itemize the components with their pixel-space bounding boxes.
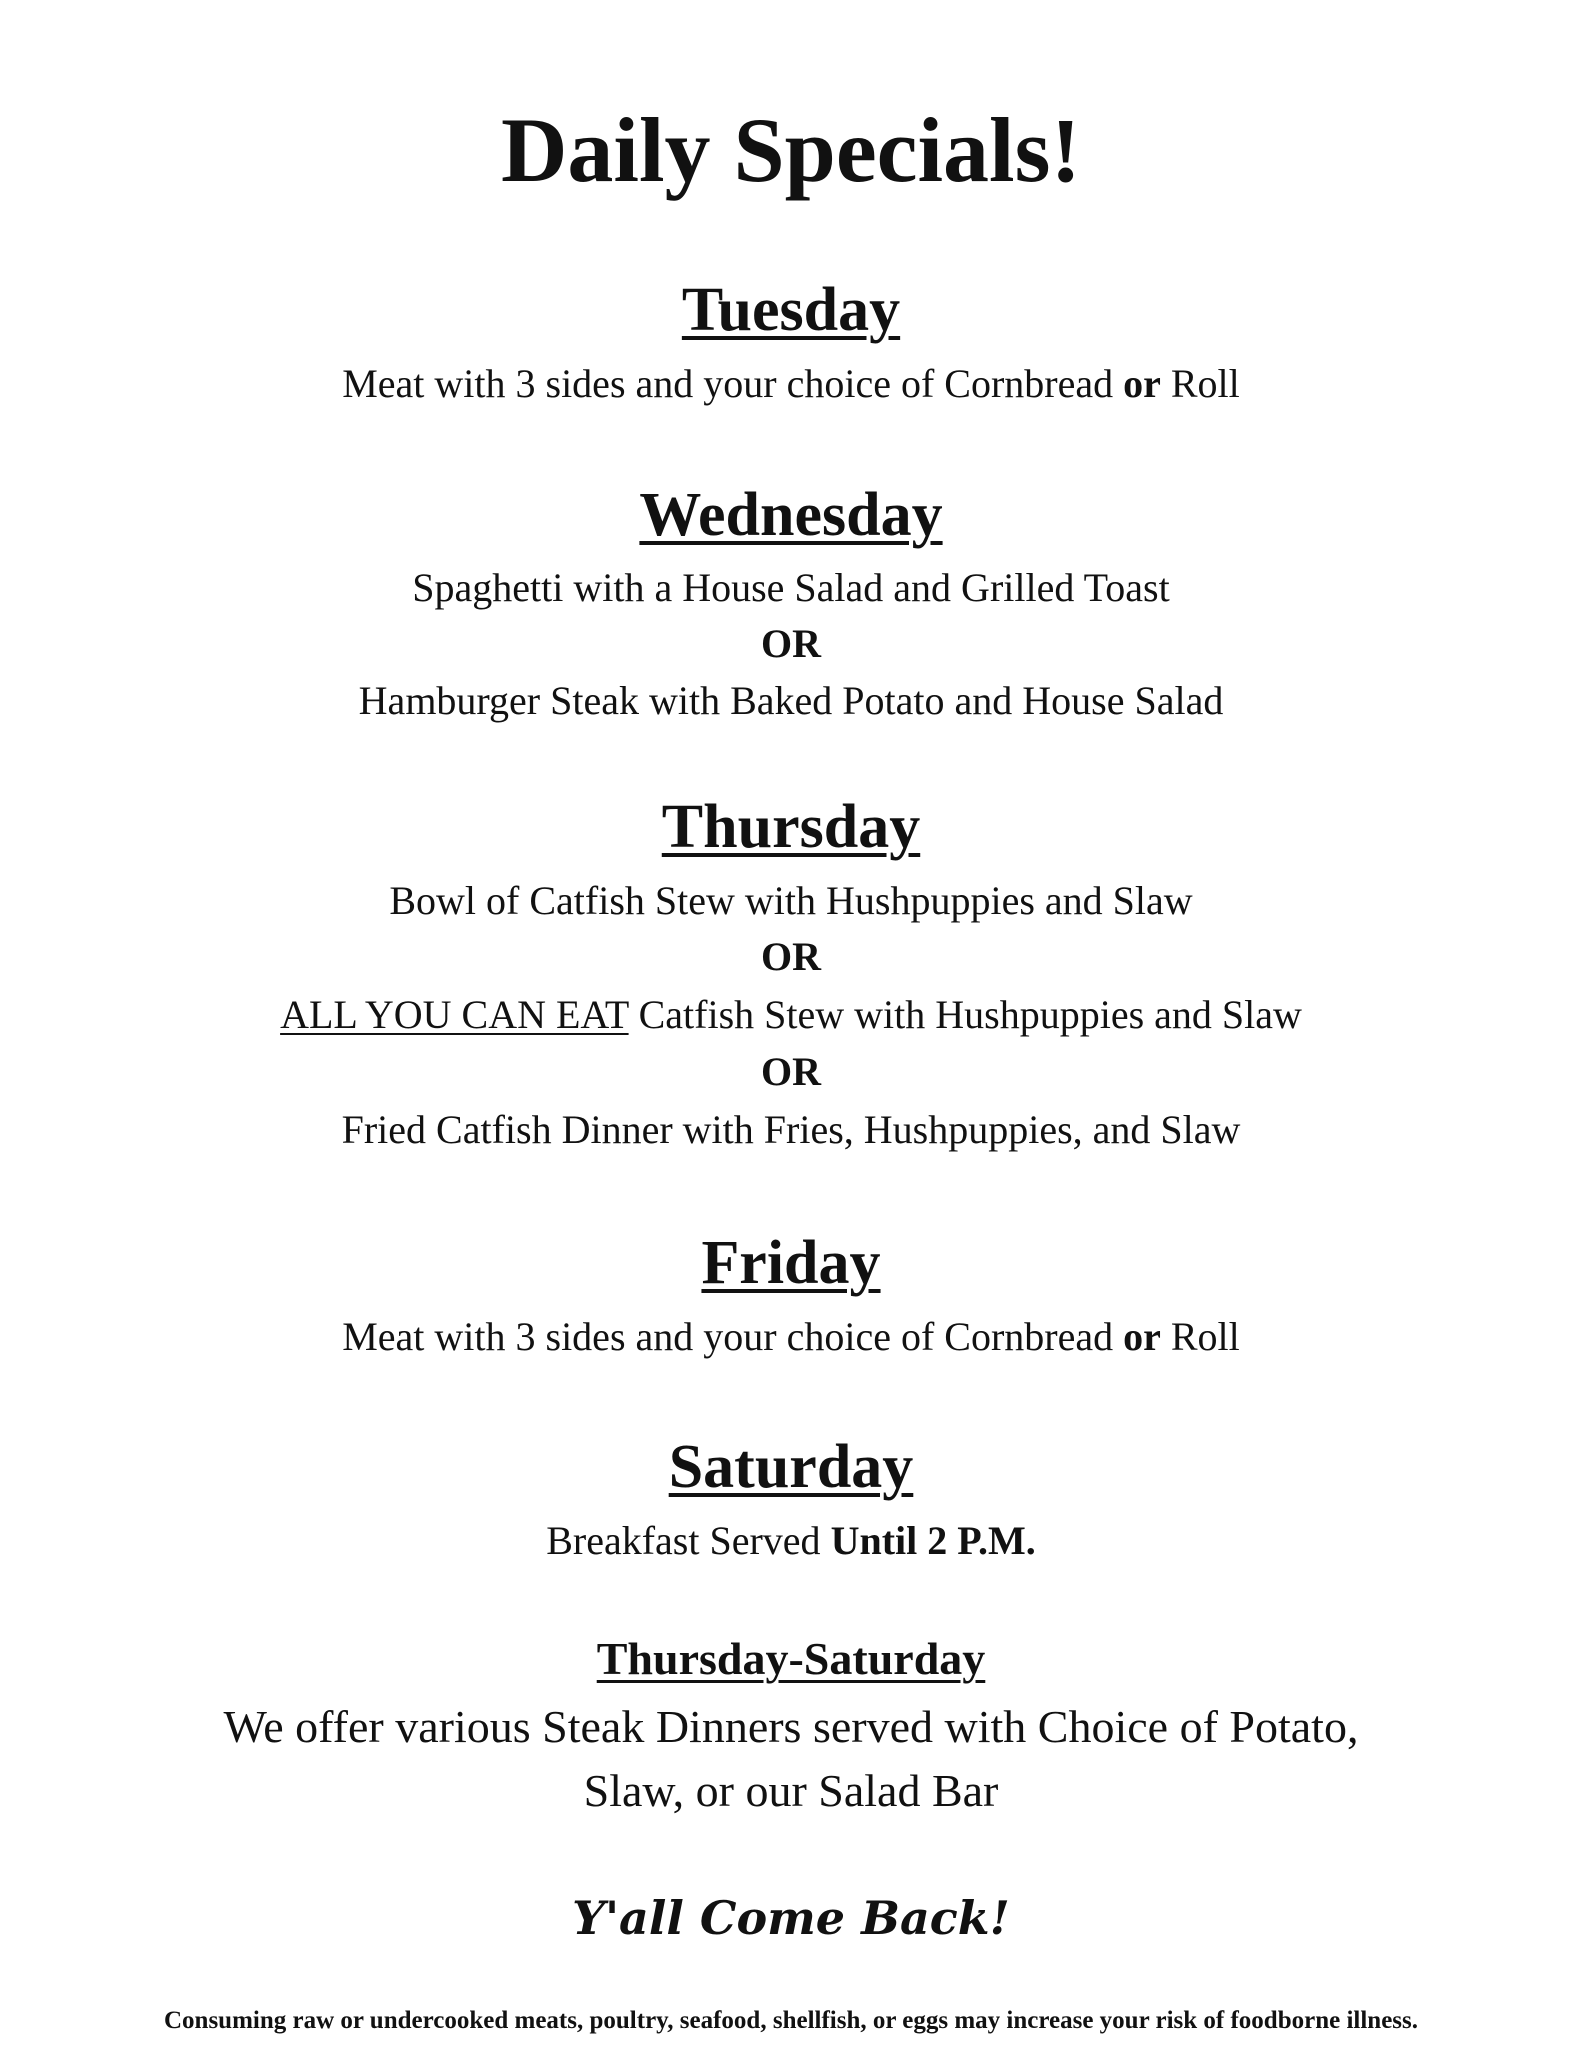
friday-or-word: or — [1123, 1314, 1161, 1359]
wednesday-special-1: Spaghetti with a House Salad and Grilled Toast — [412, 565, 1170, 610]
thursday-special-2 — [0, 991, 1582, 1039]
steak-dinners-line-2: Slaw, or our Salad Bar — [583, 1765, 999, 1816]
thursday-special-2-rest: Catfish Stew with Hushpuppies and Slaw — [628, 992, 1302, 1037]
thursday-special-1: Bowl of Catfish Stew with Hushpuppies and Slaw — [389, 878, 1193, 923]
tuesday-heading-text: Tuesday — [681, 276, 901, 344]
thursday-or-2: OR — [761, 1049, 821, 1094]
friday-heading-text: Friday — [701, 1229, 881, 1297]
page-title: Daily Specials! — [500, 99, 1082, 201]
thursday-special-3: Fried Catfish Dinner with Fries, Hushpuppies, and Slaw — [341, 1107, 1241, 1152]
saturday-special — [0, 1517, 1582, 1565]
friday-heading — [0, 1228, 1582, 1298]
tuesday-heading — [0, 275, 1582, 345]
all-you-can-eat-text: ALL YOU CAN EAT — [280, 992, 629, 1037]
friday-special — [0, 1313, 1582, 1361]
thursday-heading-text: Thursday — [661, 793, 921, 861]
tuesday-or-word: or — [1123, 361, 1161, 406]
closing-message: Y'all Come Back! — [572, 1891, 1010, 1945]
friday-roll-text: Roll — [1160, 1314, 1240, 1359]
wednesday-heading — [0, 480, 1582, 550]
saturday-special-text: Breakfast Served — [546, 1518, 831, 1563]
tuesday-special — [0, 360, 1582, 408]
saturday-heading-text: Saturday — [668, 1433, 914, 1501]
tuesday-special-text: Meat with 3 sides and your choice of Cornbread — [342, 361, 1124, 406]
wednesday-or: OR — [761, 621, 821, 666]
saturday-heading — [0, 1432, 1582, 1502]
wednesday-special-2: Hamburger Steak with Baked Potato and House Salad — [358, 678, 1224, 723]
food-safety-disclaimer: Consuming raw or undercooked meats, poultry, seafood, shellfish, or eggs may increase your risk of foodborne illness. — [164, 2007, 1418, 2034]
saturday-until-text: Until 2 P.M. — [830, 1518, 1036, 1563]
thursday-heading — [0, 792, 1582, 862]
thursday-saturday-heading — [0, 1632, 1582, 1686]
thursday-saturday-heading-text: Thursday-Saturday — [596, 1633, 986, 1684]
steak-dinners-line-1: We offer various Steak Dinners served with Choice of Potato, — [223, 1701, 1359, 1752]
thursday-or-1: OR — [761, 934, 821, 979]
friday-special-text: Meat with 3 sides and your choice of Cornbread — [342, 1314, 1124, 1359]
tuesday-roll-text: Roll — [1160, 361, 1240, 406]
wednesday-heading-text: Wednesday — [639, 481, 943, 549]
